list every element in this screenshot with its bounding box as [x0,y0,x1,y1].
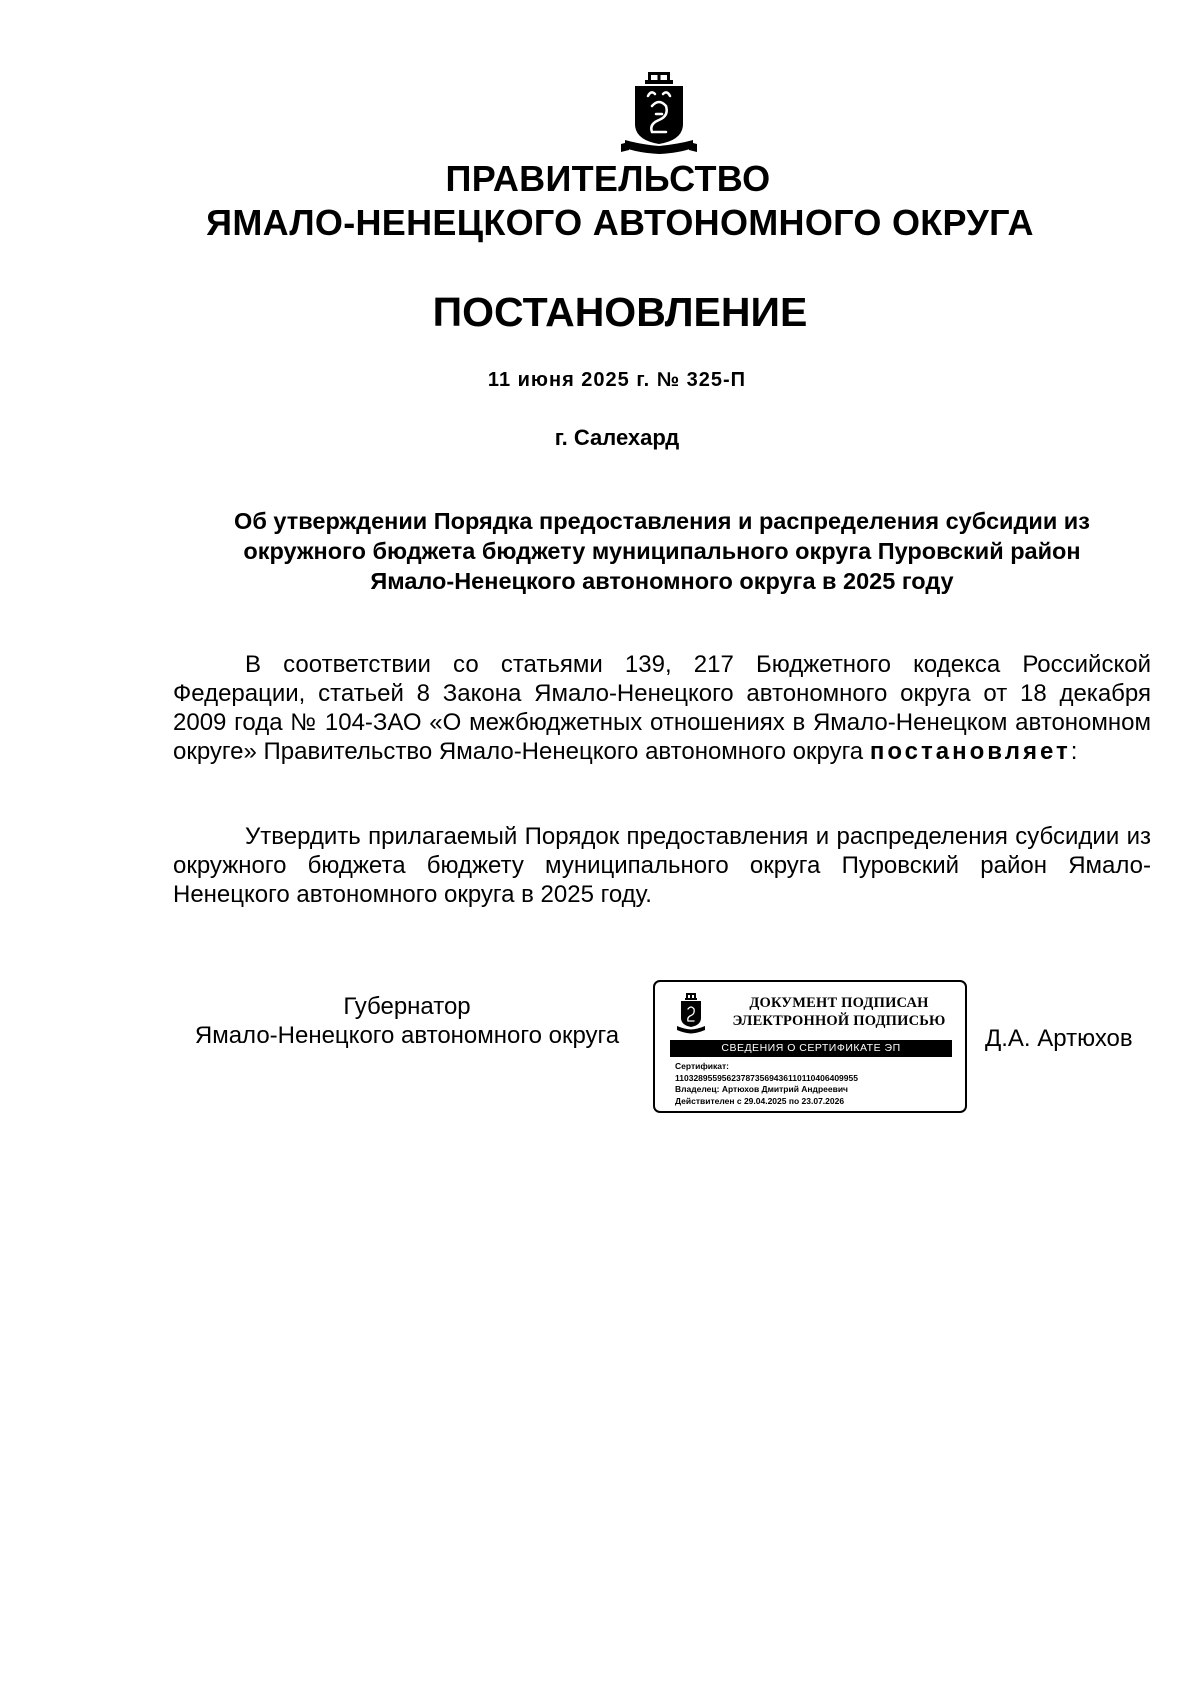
government-name-line1: ПРАВИТЕЛЬСТВО [445,158,771,199]
coat-of-arms-icon [621,70,697,156]
document-heading [170,506,1154,596]
electronic-signature-stamp [653,980,967,1113]
certificate-owner: Владелец: Артюхов Дмитрий Андреевич [675,1084,848,1094]
certificate-info-bar: СВЕДЕНИЯ О СЕРТИФИКАТЕ ЭП [670,1040,952,1057]
signer-name: Д.А. Артюхов [985,1025,1133,1052]
stamp-title [715,994,963,1030]
body-paragraph-1 [173,650,1151,766]
certificate-label: Сертификат: [675,1061,729,1071]
heading-line3: Ямало-Ненецкого автономного округа в 2025 году [370,568,954,594]
paragraph-1-text: В соответствии со статьями 139, 217 Бюджетного кодекса Российской Федерации, статьей 8 Закона Ямало-Ненецкого автономного округа от 18 декабря 2009 года № 104-ЗАО «О межбюджетных отношениях в Ямало-Ненецком автономном округе» Правительство Ямало-Ненецкого автономного округа [173,651,1151,765]
certificate-validity: Действителен с 29.04.2025 по 23.07.2026 [675,1095,845,1106]
resolve-keyword: постановляет [869,738,1071,765]
certificate-details [675,1061,960,1107]
coat-of-arms-icon [676,992,706,1034]
heading-line2: окружного бюджета бюджету муниципального округа Пуровский район [243,538,1081,564]
stamp-title-line2: ЭЛЕКТРОННОЙ ПОДПИСЬЮ [732,1013,946,1029]
signer-position-line1: Губернатор [343,993,471,1020]
certificate-number: 11032895595623787356943611011040640995​5 [675,1072,858,1083]
stamp-title-line1: ДОКУМЕНТ ПОДПИСАН [749,995,929,1011]
signer-position [172,992,642,1050]
signer-position-line2: Ямало-Ненецкого автономного округа [194,1022,620,1049]
heading-line1: Об утверждении Порядка предоставления и распределения субсидии из [234,508,1090,534]
body-paragraph-2: Утвердить прилагаемый Порядок предоставления и распределения субсидии из окружного бюджета бюджету муниципального округа Пуровский район Ямало-Ненецкого автономного округа в 2025 году. [173,823,1151,908]
document-type-title: ПОСТАНОВЛЕНИЕ [432,289,808,335]
document-city: г. Салехард [554,425,680,450]
document-date-number: 11 июня 2025 г. № 325-П [487,369,747,391]
government-name-line2: ЯМАЛО-НЕНЕЦКОГО АВТОНОМНОГО ОКРУГА [206,202,1034,243]
paragraph-1-colon: : [1070,738,1078,765]
